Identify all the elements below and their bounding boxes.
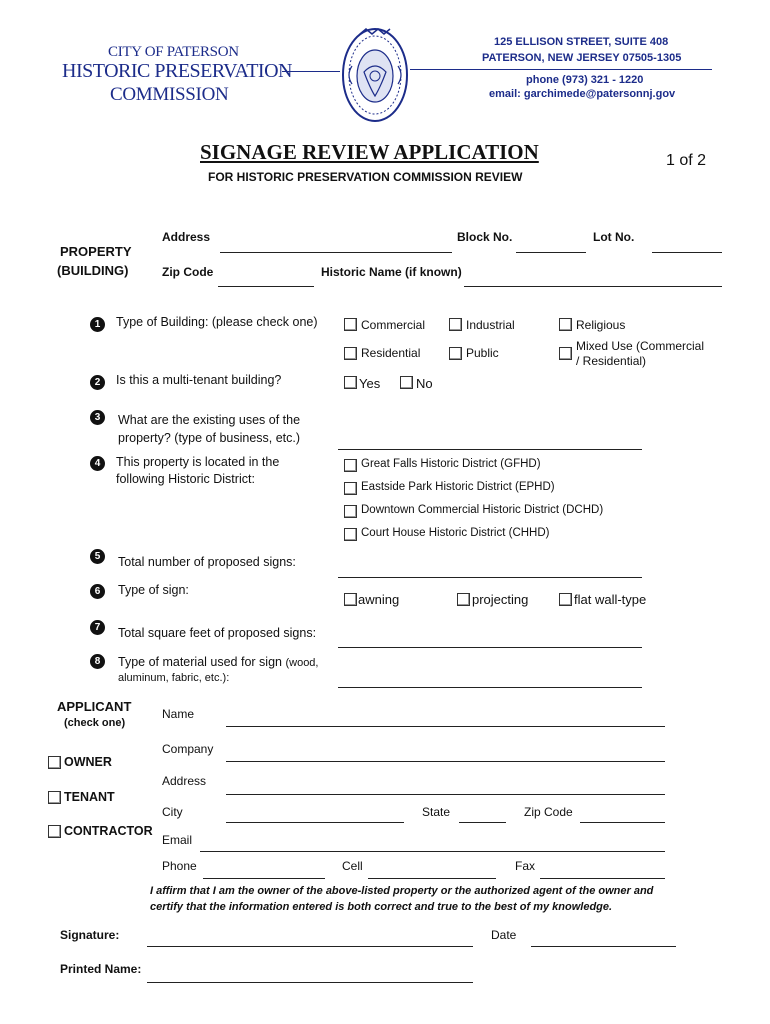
commercial-checkbox[interactable] [344,318,357,331]
city-field[interactable] [226,822,404,823]
signature-label: Signature: [60,928,120,942]
date-label: Date [491,928,517,942]
office-phone: phone (973) 321 - 1220 [526,74,644,86]
page-count: 1 of 2 [666,152,707,169]
affirmation-line1: I affirm that I am the owner of the above-listed property or the authorized agent of the owner and [150,885,654,897]
multitenant-yes-label: Yes [359,376,381,391]
city-seal-icon [340,26,410,124]
org-name-line3: COMMISSION [110,84,229,105]
date-field[interactable] [531,946,676,947]
owner-label: OWNER [64,755,112,769]
public-label: Public [466,346,499,360]
name-field[interactable] [226,726,665,727]
applicant-section-hint: (check one) [64,717,126,729]
header-rule-left [282,71,340,72]
header-rule-right [410,69,712,70]
historic-name-field[interactable] [464,286,722,287]
residential-label: Residential [361,346,421,360]
question-1-text: Type of Building: (please check one) [116,315,318,329]
question-3-number: 3 [90,410,105,425]
dchd-checkbox[interactable] [344,505,357,518]
address-label: Address [162,230,211,244]
state-label: State [422,805,451,819]
question-8-text-main: Type of material used for sign [118,655,282,669]
lot-label: Lot No. [593,230,635,244]
signature-field[interactable] [147,946,473,947]
block-label: Block No. [457,230,513,244]
question-4-number: 4 [90,456,105,471]
office-address-line1: 125 ELLISON STREET, SUITE 408 [494,36,669,48]
flat-wall-label: flat wall-type [574,592,647,607]
chhd-label: Court House Historic District (CHHD) [361,527,550,539]
industrial-label: Industrial [466,318,515,332]
block-field[interactable] [516,252,586,253]
flat-wall-checkbox[interactable] [559,593,572,606]
gfhd-label: Great Falls Historic District (GFHD) [361,458,541,470]
tenant-checkbox[interactable] [48,791,61,804]
question-1-number: 1 [90,317,105,332]
gfhd-checkbox[interactable] [344,459,357,472]
public-checkbox[interactable] [449,347,462,360]
org-name-line2: HISTORIC PRESERVATION [62,60,292,82]
question-3-text-line1: What are the existing uses of the [118,413,301,427]
question-3-text-line2: property? (type of business, etc.) [118,431,301,445]
org-name-line1: CITY OF PATERSON [108,44,239,60]
email-label: Email [162,833,193,847]
lot-field[interactable] [652,252,722,253]
question-8-text-hint: (wood, [285,657,319,669]
form-subtitle: FOR HISTORIC PRESERVATION COMMISSION REVIEW [208,170,523,184]
applicant-address-field[interactable] [226,794,665,795]
contractor-checkbox[interactable] [48,825,61,838]
question-5-text: Total number of proposed signs: [118,555,296,569]
multitenant-no-checkbox[interactable] [400,376,413,389]
question-5-number: 5 [90,549,105,564]
fax-label: Fax [515,859,536,873]
property-section-title: PROPERTY [60,244,132,259]
office-email: email: garchimede@patersonnj.gov [489,88,676,100]
question-2-text: Is this a multi-tenant building? [116,373,282,387]
question-8-number: 8 [90,654,105,669]
religious-label: Religious [576,318,626,332]
fax-field[interactable] [540,878,665,879]
phone-label: Phone [162,859,197,873]
applicant-address-label: Address [162,774,207,788]
question-6-number: 6 [90,584,105,599]
historic-name-label: Historic Name (if known) [321,265,462,279]
zip-field[interactable] [218,286,314,287]
awning-checkbox[interactable] [344,593,357,606]
question-6-text: Type of sign: [118,583,189,597]
phone-field[interactable] [203,878,325,879]
printed-name-label: Printed Name: [60,962,142,976]
tenant-label: TENANT [64,790,115,804]
multitenant-yes-checkbox[interactable] [344,376,357,389]
square-feet-field[interactable] [338,647,642,648]
mixed-use-label-line2: / Residential) [576,354,647,368]
company-field[interactable] [226,761,665,762]
company-label: Company [162,742,214,756]
ephd-label: Eastside Park Historic District (EPHD) [361,481,555,493]
residential-checkbox[interactable] [344,347,357,360]
question-2-number: 2 [90,375,105,390]
religious-checkbox[interactable] [559,318,572,331]
dchd-label: Downtown Commercial Historic District (DCHD) [361,504,604,516]
question-7-number: 7 [90,620,105,635]
form-title: SIGNAGE REVIEW APPLICATION [200,140,539,164]
applicant-zip-label: Zip Code [524,805,573,819]
name-label: Name [162,707,195,721]
question-8-text-line1 [118,655,319,669]
question-4-text-line1: This property is located in the [116,455,280,469]
contractor-label: CONTRACTOR [64,824,153,838]
number-of-signs-field[interactable] [338,577,642,578]
cell-field[interactable] [368,878,496,879]
projecting-label: projecting [472,592,529,607]
question-7-text: Total square feet of proposed signs: [118,626,317,640]
ephd-checkbox[interactable] [344,482,357,495]
industrial-checkbox[interactable] [449,318,462,331]
applicant-zip-field[interactable] [580,822,665,823]
mixed-use-label-line1: Mixed Use (Commercial [576,339,705,353]
chhd-checkbox[interactable] [344,528,357,541]
awning-label: awning [358,592,400,607]
affirmation-line2: certify that the information entered is both correct and true to the best of my knowledge. [150,901,613,913]
address-field[interactable] [220,252,452,253]
email-field[interactable] [200,851,665,852]
owner-checkbox[interactable] [48,756,61,769]
city-label: City [162,805,183,819]
multitenant-no-label: No [416,376,433,391]
zip-label: Zip Code [162,265,214,279]
projecting-checkbox[interactable] [457,593,470,606]
question-8-text-line2: aluminum, fabric, etc.): [118,672,230,684]
question-4-text-line2: following Historic District: [116,472,255,486]
state-field[interactable] [459,822,506,823]
applicant-section-title: APPLICANT [57,699,132,714]
office-address-line2: PATERSON, NEW JERSEY 07505-1305 [482,52,682,64]
existing-uses-field[interactable] [338,449,642,450]
sign-material-field[interactable] [338,687,642,688]
commercial-label: Commercial [361,318,426,332]
mixed-use-checkbox[interactable] [559,347,572,360]
cell-label: Cell [342,859,363,873]
printed-name-field[interactable] [147,982,473,983]
property-section-subtitle: (BUILDING) [57,263,129,278]
